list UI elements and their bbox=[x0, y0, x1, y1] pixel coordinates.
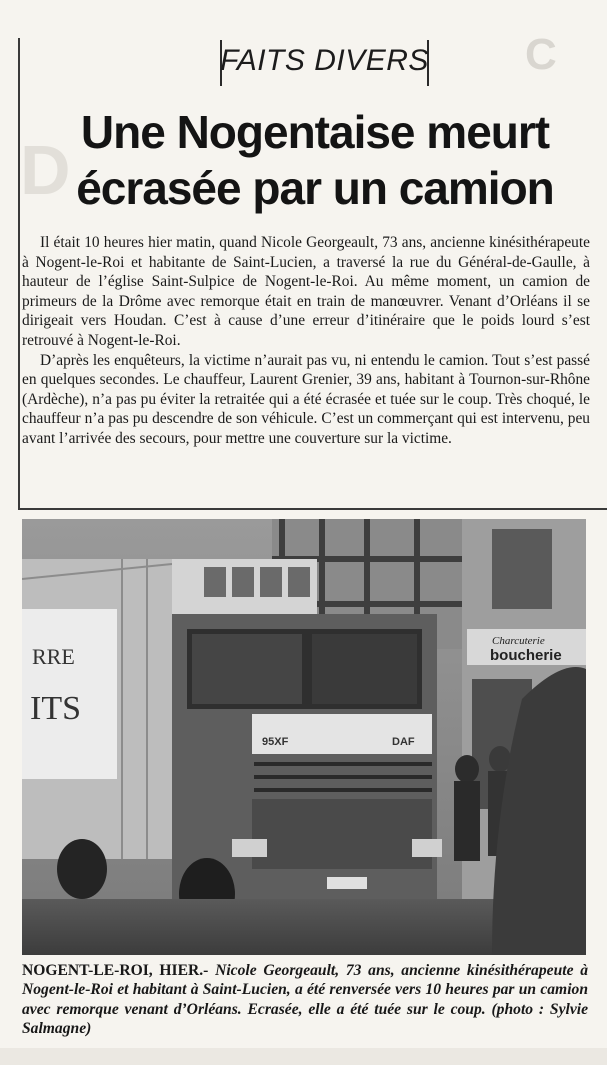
trailer-lettering-2: ITS bbox=[30, 690, 81, 727]
shop-sign-top: Charcuterie bbox=[492, 635, 545, 647]
headline bbox=[40, 104, 590, 216]
article-paragraph: Il était 10 heures hier matin, quand Nicole Georgeault, 73 ans, ancienne kinésithérapeute à Nogent-le-Roi et habitante de Saint-Lucien, a traversé la rue du Général-de-Gaulle, à hauteur de l’église Saint-Sulpice de Nogent-le-Roi. Au même moment, un camion de primeurs de la Drôme avec remorque était en train de manœuvrer. Venant d’Orléans il se dirigeait vers Houdan. C’est à cause d’une erreur d’itinéraire que le poids lourd s’est retrouvé à Nogent-le-Roi. bbox=[22, 234, 590, 349]
truck-brand-badge: DAF bbox=[392, 736, 415, 748]
bleed-through-mark: C bbox=[525, 30, 557, 79]
truck-street-photo bbox=[22, 519, 586, 955]
section-divider bbox=[18, 508, 607, 510]
column-rule bbox=[18, 38, 20, 508]
truck-model-badge: 95XF bbox=[262, 736, 289, 748]
caption-dateline: NOGENT-LE-ROI, HIER.- bbox=[22, 962, 209, 979]
article-body bbox=[22, 233, 590, 449]
bleed-through-mark: D bbox=[20, 131, 71, 209]
headline-line-1: Une Nogentaise meurt bbox=[80, 106, 550, 158]
trailer-lettering-1: RRE bbox=[32, 644, 75, 669]
caption-text: Nicole Georgeault, 73 ans, ancienne kinésithérapeute à Nogent-le-Roi et habitant à Saint-Lucien, a été renversée vers 10 heures par un camion avec remorque venant d’Orléans. Ecrasée, elle a été tuée sur le coup. (photo : Sylvie Salmagne) bbox=[22, 962, 588, 1038]
photo-caption bbox=[22, 961, 588, 1039]
article-paragraph: D’après les enquêteurs, la victime n’aurait pas vu, ni entendu le camion. Tout s’est passé en quelques secondes. Le chauffeur, Laurent Grenier, 39 ans, habitant à Tournon-sur-Rhône (Ardèche), n’a pas pu éviter la retraitée qui a été écrasée et tuée sur le coup. Très choqué, le chauffeur n’a pas pu descendre de son véhicule. C’est un commerçant qui est intervenu, peu avant l’arrivée des secours, pour mettre une couverture sur la victime. bbox=[22, 351, 590, 447]
headline-line-2: écrasée par un camion bbox=[76, 162, 554, 214]
section-rubric: FAITS DIVERS bbox=[220, 44, 429, 77]
shop-sign-main: boucherie bbox=[490, 647, 562, 664]
news-photo bbox=[22, 519, 586, 955]
page-bottom-edge bbox=[0, 1048, 607, 1065]
